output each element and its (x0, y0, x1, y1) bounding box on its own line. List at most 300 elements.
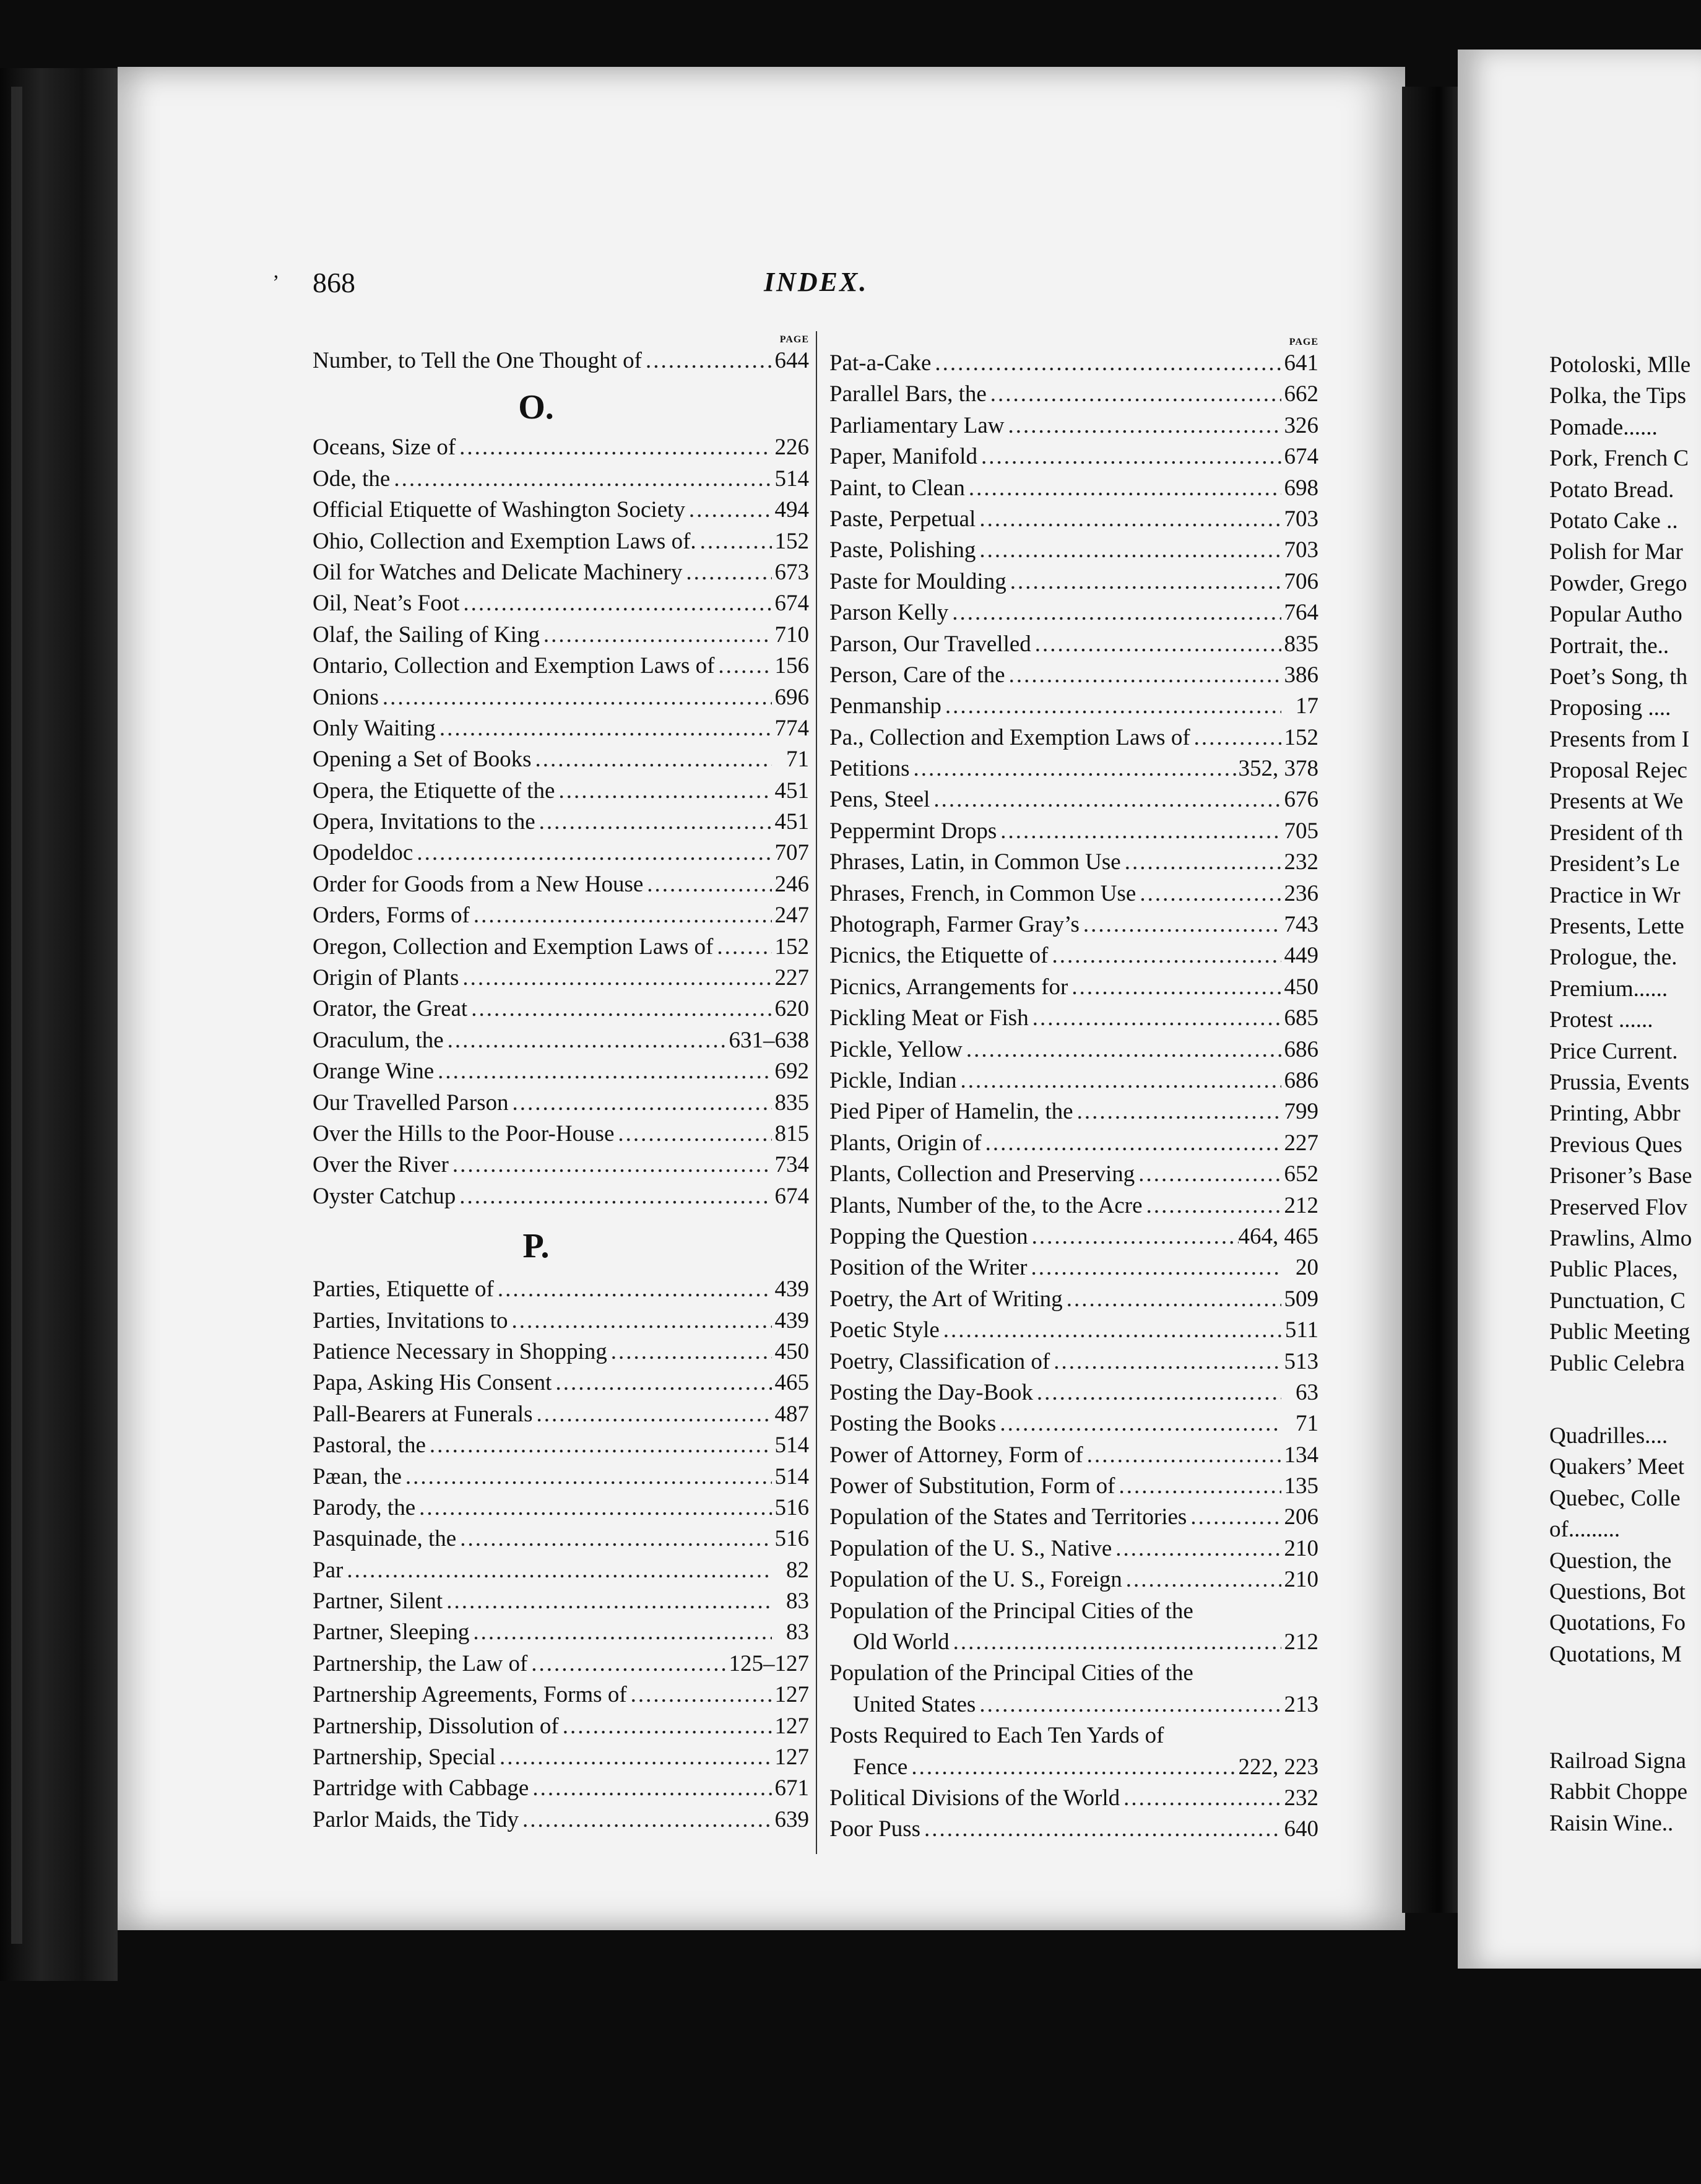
index-entry (829, 348, 1318, 379)
entry-term: Parties, Invitations to (313, 1307, 508, 1333)
leader-dots (1006, 566, 1281, 597)
entry-page: 127 (774, 1713, 809, 1739)
index-entry (313, 651, 809, 682)
facing-entry: Previous Ques (1549, 1132, 1682, 1158)
entry-term: Penmanship (829, 693, 941, 719)
entry-page: 513 (1284, 1348, 1318, 1374)
facing-entry: Raisin Wine.. (1549, 1810, 1674, 1836)
leader-dots (965, 473, 1281, 504)
leader-dots (950, 1627, 1281, 1658)
entry-term: Patience Necessary in Shopping (313, 1338, 607, 1364)
entry-term: Paste, Perpetual (829, 506, 976, 532)
entry-term: Onions (313, 684, 379, 710)
index-entry (313, 1617, 809, 1648)
index-entry (313, 495, 809, 526)
entry-page: 386 (1284, 662, 1318, 688)
entry-page: 743 (1284, 912, 1318, 938)
entry-term: Population of the States and Territories (829, 1504, 1187, 1530)
leader-dots (976, 1689, 1281, 1720)
entry-term: Partner, Silent (313, 1588, 443, 1614)
leader-dots (1005, 410, 1281, 441)
index-entry (829, 1596, 1318, 1627)
index-entry (829, 1658, 1318, 1689)
index-entry (829, 1440, 1318, 1471)
facing-entry: Polka, the Tips (1549, 383, 1687, 409)
entry-term: Pickle, Yellow (829, 1036, 963, 1062)
entry-page: 620 (774, 996, 809, 1022)
leader-dots (1068, 972, 1281, 1003)
leader-dots (456, 1181, 772, 1212)
entry-term: Opera, the Etiquette of the (313, 778, 555, 804)
index-entry (829, 1221, 1318, 1252)
entry-term: Number, to Tell the One Thought of (313, 348, 643, 373)
index-entry (829, 1128, 1318, 1159)
entry-term: Pa., Collection and Exemption Laws of (829, 724, 1190, 750)
entry-page: 835 (774, 1090, 809, 1116)
index-entry (313, 1649, 809, 1679)
index-entry (829, 660, 1318, 691)
entry-term: Partnership Agreements, Forms of (313, 1682, 627, 1708)
index-entry (313, 1773, 809, 1804)
index-entry (829, 597, 1318, 628)
entry-term: Orange Wine (313, 1059, 435, 1085)
entry-page: 465 (774, 1370, 809, 1396)
leader-dots (931, 348, 1281, 379)
entry-page: 451 (774, 809, 809, 835)
leader-dots (390, 464, 772, 495)
leader-dots (977, 441, 1281, 472)
facing-entry: Popular Autho (1549, 602, 1682, 628)
index-entry (313, 1555, 809, 1586)
facing-entry: Potoloski, Mlle (1549, 352, 1691, 378)
facing-entry: Railroad Signa (1549, 1748, 1686, 1774)
index-entry (829, 940, 1318, 971)
right-column (829, 337, 1318, 1845)
leader-dots (529, 1773, 772, 1804)
entry-page: 686 (1284, 1067, 1318, 1093)
index-entry (313, 1025, 809, 1056)
entry-term: Person, Care of the (829, 662, 1005, 688)
leader-dots (1048, 940, 1281, 971)
index-entry (829, 504, 1318, 535)
index-entry (829, 1252, 1318, 1283)
index-entry (313, 1399, 809, 1430)
entry-term: Pens, Steel (829, 787, 930, 813)
entry-page: 698 (1284, 475, 1318, 501)
index-entry (829, 816, 1318, 847)
leader-dots (1122, 1564, 1281, 1595)
facing-entry: Quakers’ Meet (1549, 1454, 1685, 1480)
entry-page: 210 (1284, 1535, 1318, 1561)
entry-term: Oyster Catchup (313, 1183, 456, 1209)
leader-dots (1083, 1440, 1281, 1471)
leader-dots (535, 807, 772, 838)
entry-term: Partnership, Dissolution of (313, 1713, 559, 1739)
entry-term: Ontario, Collection and Exemption Laws of (313, 653, 715, 679)
entry-term: Parson, Our Travelled (829, 631, 1031, 657)
entry-page: 511 (1284, 1317, 1318, 1343)
leader-dots (459, 963, 772, 994)
index-entry (829, 1814, 1318, 1845)
facing-entry: Prawlins, Almo (1549, 1225, 1692, 1251)
index-entry (313, 1337, 809, 1367)
entry-page: 707 (774, 840, 809, 866)
entry-page: 17 (1296, 693, 1318, 719)
entry-page: 494 (774, 497, 809, 523)
column-divider (816, 331, 817, 1854)
entry-page: 706 (1284, 568, 1318, 594)
entry-page: 774 (774, 715, 809, 741)
entry-page: 514 (774, 1463, 809, 1489)
entry-page: 232 (1284, 849, 1318, 875)
entry-page: 222, 223 (1238, 1754, 1318, 1780)
leader-dots (459, 588, 772, 619)
index-entry (313, 869, 809, 900)
entry-page: 152 (774, 528, 809, 554)
index-entry (829, 1346, 1318, 1377)
facing-entry: Proposing .... (1549, 695, 1671, 721)
index-entry (829, 1533, 1318, 1564)
facing-entry: of......... (1549, 1517, 1621, 1543)
facing-entry: Potato Cake .. (1549, 508, 1678, 534)
index-entry (313, 620, 809, 651)
entry-term: Plants, Number of the, to the Acre (829, 1192, 1143, 1218)
leader-dots (1115, 1471, 1282, 1502)
entry-page: 20 (1296, 1255, 1318, 1281)
entry-term: Old World (853, 1629, 950, 1655)
index-entry (829, 1284, 1318, 1315)
entry-page: 734 (774, 1152, 809, 1178)
entry-term: Over the River (313, 1152, 449, 1178)
entry-page: 509 (1284, 1286, 1318, 1312)
facing-entry: Pomade...... (1549, 414, 1658, 440)
entry-term: Order for Goods from a New House (313, 871, 644, 897)
page-column-label: PAGE (1289, 337, 1318, 347)
entry-term: Pall-Bearers at Funerals (313, 1401, 533, 1427)
leader-dots (941, 691, 1281, 722)
leader-dots (714, 651, 772, 682)
leader-dots (996, 1408, 1281, 1439)
index-entry (313, 963, 809, 994)
entry-page: 640 (1284, 1816, 1318, 1842)
facing-entry: Presents from I (1549, 726, 1690, 752)
entry-term: Oraculum, the (313, 1027, 444, 1053)
page-number: 868 (313, 267, 355, 298)
index-entry (313, 1523, 809, 1554)
entry-term: Phrases, Latin, in Common Use (829, 849, 1121, 875)
entry-term: Pasquinade, the (313, 1526, 457, 1552)
entry-term: United States (853, 1691, 976, 1717)
section-p-entries (313, 1274, 809, 1835)
entry-term: Orders, Forms of (313, 903, 470, 929)
entry-page: 685 (1284, 1005, 1318, 1031)
entry-term: Power of Attorney, Form of (829, 1442, 1083, 1468)
leader-dots (444, 1025, 729, 1056)
entry-page: 127 (774, 1682, 809, 1708)
facing-entry: Practice in Wr (1549, 882, 1681, 908)
facing-entry: Premium...... (1549, 976, 1668, 1002)
leader-dots (910, 753, 1239, 784)
facing-entry: Powder, Grego (1549, 570, 1687, 596)
leader-dots (415, 1493, 772, 1523)
entry-term: Political Divisions of the World (829, 1785, 1120, 1811)
index-entry (313, 1430, 809, 1461)
entry-term: Population of the Principal Cities of the (829, 1660, 1193, 1686)
entry-term: Partnership, the Law of (313, 1650, 528, 1676)
index-entry (829, 722, 1318, 753)
entry-page: 213 (1284, 1691, 1318, 1717)
entry-page: 227 (1284, 1130, 1318, 1156)
leader-dots (1143, 1190, 1281, 1221)
entry-page: 439 (774, 1276, 809, 1302)
entry-term: Oceans, Size of (313, 435, 456, 461)
leader-dots (533, 1399, 773, 1430)
index-entry (829, 784, 1318, 815)
entry-term: Partnership, Special (313, 1744, 496, 1770)
entry-term: Ode, the (313, 466, 391, 492)
leader-dots (987, 379, 1281, 410)
leader-dots (696, 526, 772, 557)
stray-mark: ’ (272, 271, 280, 294)
entry-term: Parliamentary Law (829, 412, 1005, 438)
entry-term: Fence (853, 1754, 908, 1780)
entry-page: 652 (1284, 1161, 1318, 1187)
facing-entry: Preserved Flov (1549, 1194, 1687, 1220)
leader-dots (1005, 660, 1281, 691)
entry-page: 639 (774, 1806, 809, 1832)
facing-entry: Rabbit Choppe (1549, 1779, 1688, 1805)
index-entry (829, 847, 1318, 878)
entry-page: 125–127 (729, 1650, 809, 1676)
facing-list-r (1549, 1746, 1687, 1839)
running-title: INDEX. (764, 267, 868, 297)
facing-entry: Public Places, (1549, 1257, 1678, 1283)
entry-term: Partridge with Cabbage (313, 1775, 529, 1801)
leader-dots (508, 1306, 773, 1337)
entry-term: Pat-a-Cake (829, 350, 932, 376)
index-entry (313, 994, 809, 1025)
entry-term: Posting the Day-Book (829, 1379, 1033, 1405)
entry-page: 703 (1284, 506, 1318, 532)
leader-dots (643, 869, 772, 900)
entry-page: 644 (774, 348, 809, 373)
leader-dots (940, 1315, 1281, 1346)
leader-dots (413, 838, 772, 869)
index-entry (829, 535, 1318, 566)
entry-page: 674 (774, 591, 809, 617)
leader-dots (434, 1056, 772, 1087)
entry-page: 71 (1296, 1411, 1318, 1437)
entry-term: Poetry, the Art of Writing (829, 1286, 1063, 1312)
leader-dots (509, 1088, 772, 1119)
leader-dots (1073, 1096, 1281, 1127)
entry-term: Population of the Principal Cities of the (829, 1598, 1193, 1624)
index-entry (313, 1462, 809, 1493)
entry-page: 516 (774, 1494, 809, 1520)
index-entry (829, 1003, 1318, 1034)
index-entry (313, 1586, 809, 1617)
facing-page (1458, 50, 1701, 1969)
entry-term: Pastoral, the (313, 1432, 426, 1458)
index-entry (829, 753, 1318, 784)
entry-term: Parody, the (313, 1494, 416, 1520)
leader-dots (402, 1462, 772, 1493)
facing-entry: Question, the (1549, 1548, 1672, 1574)
index-entry (313, 1181, 809, 1212)
index-entry (313, 526, 809, 557)
leader-dots (682, 557, 772, 588)
index-entry (313, 932, 809, 963)
entry-page: 212 (1284, 1629, 1318, 1655)
entry-term: Pied Piper of Hamelin, the (829, 1099, 1073, 1125)
index-entry (313, 1742, 809, 1773)
entry-page: 674 (1284, 444, 1318, 470)
leader-dots (1135, 1159, 1281, 1190)
entry-page: 232 (1284, 1785, 1318, 1811)
index-entry (313, 1306, 809, 1337)
facing-entry: Proposal Rejec (1549, 758, 1687, 784)
book-gutter (1402, 87, 1464, 1913)
leader-dots (1190, 722, 1281, 753)
entry-page: 246 (774, 871, 809, 897)
facing-entry: Quebec, Colle (1549, 1485, 1681, 1511)
entry-term: Parlor Maids, the Tidy (313, 1806, 519, 1832)
facing-entry: Poet’s Song, th (1549, 664, 1688, 690)
entry-page: 63 (1296, 1379, 1318, 1405)
entry-term: Posting the Books (829, 1411, 997, 1437)
entry-term: Position of the Writer (829, 1255, 1028, 1281)
entry-term: Plants, Origin of (829, 1130, 982, 1156)
index-entry (313, 682, 809, 713)
index-entry (829, 410, 1318, 441)
entry-term: Population of the U. S., Native (829, 1535, 1112, 1561)
facing-entry: Quotations, M (1549, 1641, 1682, 1667)
leader-dots (559, 1711, 772, 1742)
facing-entry: Punctuation, C (1549, 1288, 1686, 1314)
entry-page: 152 (1284, 724, 1318, 750)
facing-entry: Potato Bread. (1549, 477, 1674, 503)
index-entry (829, 1065, 1318, 1096)
index-entry (829, 1752, 1318, 1783)
entry-term: Population of the U. S., Foreign (829, 1567, 1122, 1593)
entry-term: Pickling Meat or Fish (829, 1005, 1029, 1031)
entry-term: Official Etiquette of Washington Society (313, 497, 685, 523)
leader-dots (519, 1805, 772, 1835)
entry-page: 210 (1284, 1567, 1318, 1593)
entry-page: 152 (774, 934, 809, 960)
entry-page: 703 (1284, 537, 1318, 563)
facing-entry: Public Meeting (1549, 1319, 1690, 1345)
leader-dots (1080, 909, 1281, 940)
entry-term: Over the Hills to the Poor-House (313, 1120, 615, 1146)
entry-page: 206 (1284, 1504, 1318, 1530)
entry-page: 212 (1284, 1192, 1318, 1218)
index-entry (313, 1056, 809, 1087)
facing-list-p (1549, 350, 1692, 1379)
leader-dots (470, 900, 772, 931)
index-entry (829, 691, 1318, 722)
facing-entry: President’s Le (1549, 851, 1680, 877)
leader-dots (552, 1367, 772, 1398)
index-entry (313, 838, 809, 869)
entry-term: Oil for Watches and Delicate Machinery (313, 559, 683, 585)
leader-dots (907, 1752, 1238, 1783)
entry-term: Orator, the Great (313, 996, 468, 1022)
facing-entry: Portrait, the.. (1549, 633, 1669, 659)
entry-term: Papa, Asking His Consent (313, 1370, 552, 1396)
index-entry (313, 1150, 809, 1181)
index-entry (313, 464, 809, 495)
entry-page: 156 (774, 653, 809, 679)
facing-entry: Prussia, Events (1549, 1069, 1690, 1095)
entry-term: Opodeldoc (313, 840, 413, 866)
entry-term: Par (313, 1557, 344, 1583)
leader-dots (1063, 1284, 1281, 1315)
leader-dots (527, 1649, 729, 1679)
entry-term: Posts Required to Each Ten Yards of (829, 1723, 1164, 1749)
facing-entry: Public Celebra (1549, 1350, 1685, 1376)
entry-page: 514 (774, 466, 809, 492)
entry-page: 449 (1284, 943, 1318, 969)
leader-dots (930, 784, 1281, 815)
index-entry (313, 900, 809, 931)
entry-term: Oregon, Collection and Exemption Laws of (313, 934, 714, 960)
entry-page: 815 (774, 1120, 809, 1146)
entry-page: 464, 465 (1238, 1223, 1318, 1249)
entry-page: 82 (786, 1557, 809, 1583)
entry-term: Popping the Question (829, 1223, 1028, 1249)
leader-dots (948, 597, 1281, 628)
leader-dots (1028, 1221, 1239, 1252)
left-column (313, 334, 809, 1835)
facing-entry: Price Current. (1549, 1038, 1678, 1064)
leader-dots (642, 345, 772, 376)
index-entry (829, 909, 1318, 940)
index-entry (829, 1159, 1318, 1190)
entry-term: Pickle, Indian (829, 1067, 957, 1093)
leader-dots (1120, 1783, 1281, 1814)
leader-dots (1121, 847, 1281, 878)
entry-term: Paste for Moulding (829, 568, 1006, 594)
facing-entry: Quotations, Fo (1549, 1610, 1686, 1636)
leader-dots (496, 1742, 772, 1773)
entry-term: Power of Substitution, Form of (829, 1473, 1115, 1499)
leader-dots (976, 535, 1281, 566)
leader-dots (1112, 1533, 1281, 1564)
entry-term: Parson Kelly (829, 600, 949, 626)
entry-page: 673 (774, 559, 809, 585)
index-entry (313, 1088, 809, 1119)
entry-term: Ohio, Collection and Exemption Laws of. (313, 528, 696, 554)
index-entry (829, 1096, 1318, 1127)
index-entry (829, 878, 1318, 909)
index-entry (313, 1711, 809, 1742)
entry-term: Poor Puss (829, 1816, 921, 1842)
leader-dots (469, 1617, 772, 1648)
index-entry (313, 432, 809, 463)
index-entry (313, 1119, 809, 1150)
entry-term: Plants, Collection and Preserving (829, 1161, 1135, 1187)
entry-page: 686 (1284, 1036, 1318, 1062)
entry-page: 692 (774, 1059, 809, 1085)
page-column-label: PAGE (779, 334, 809, 345)
entry-page: 799 (1284, 1099, 1318, 1125)
facing-entry: Polish for Mar (1549, 539, 1683, 565)
index-entry (829, 1034, 1318, 1065)
entry-page: 83 (786, 1588, 809, 1614)
index-entry (829, 629, 1318, 660)
index-entry (313, 776, 809, 807)
